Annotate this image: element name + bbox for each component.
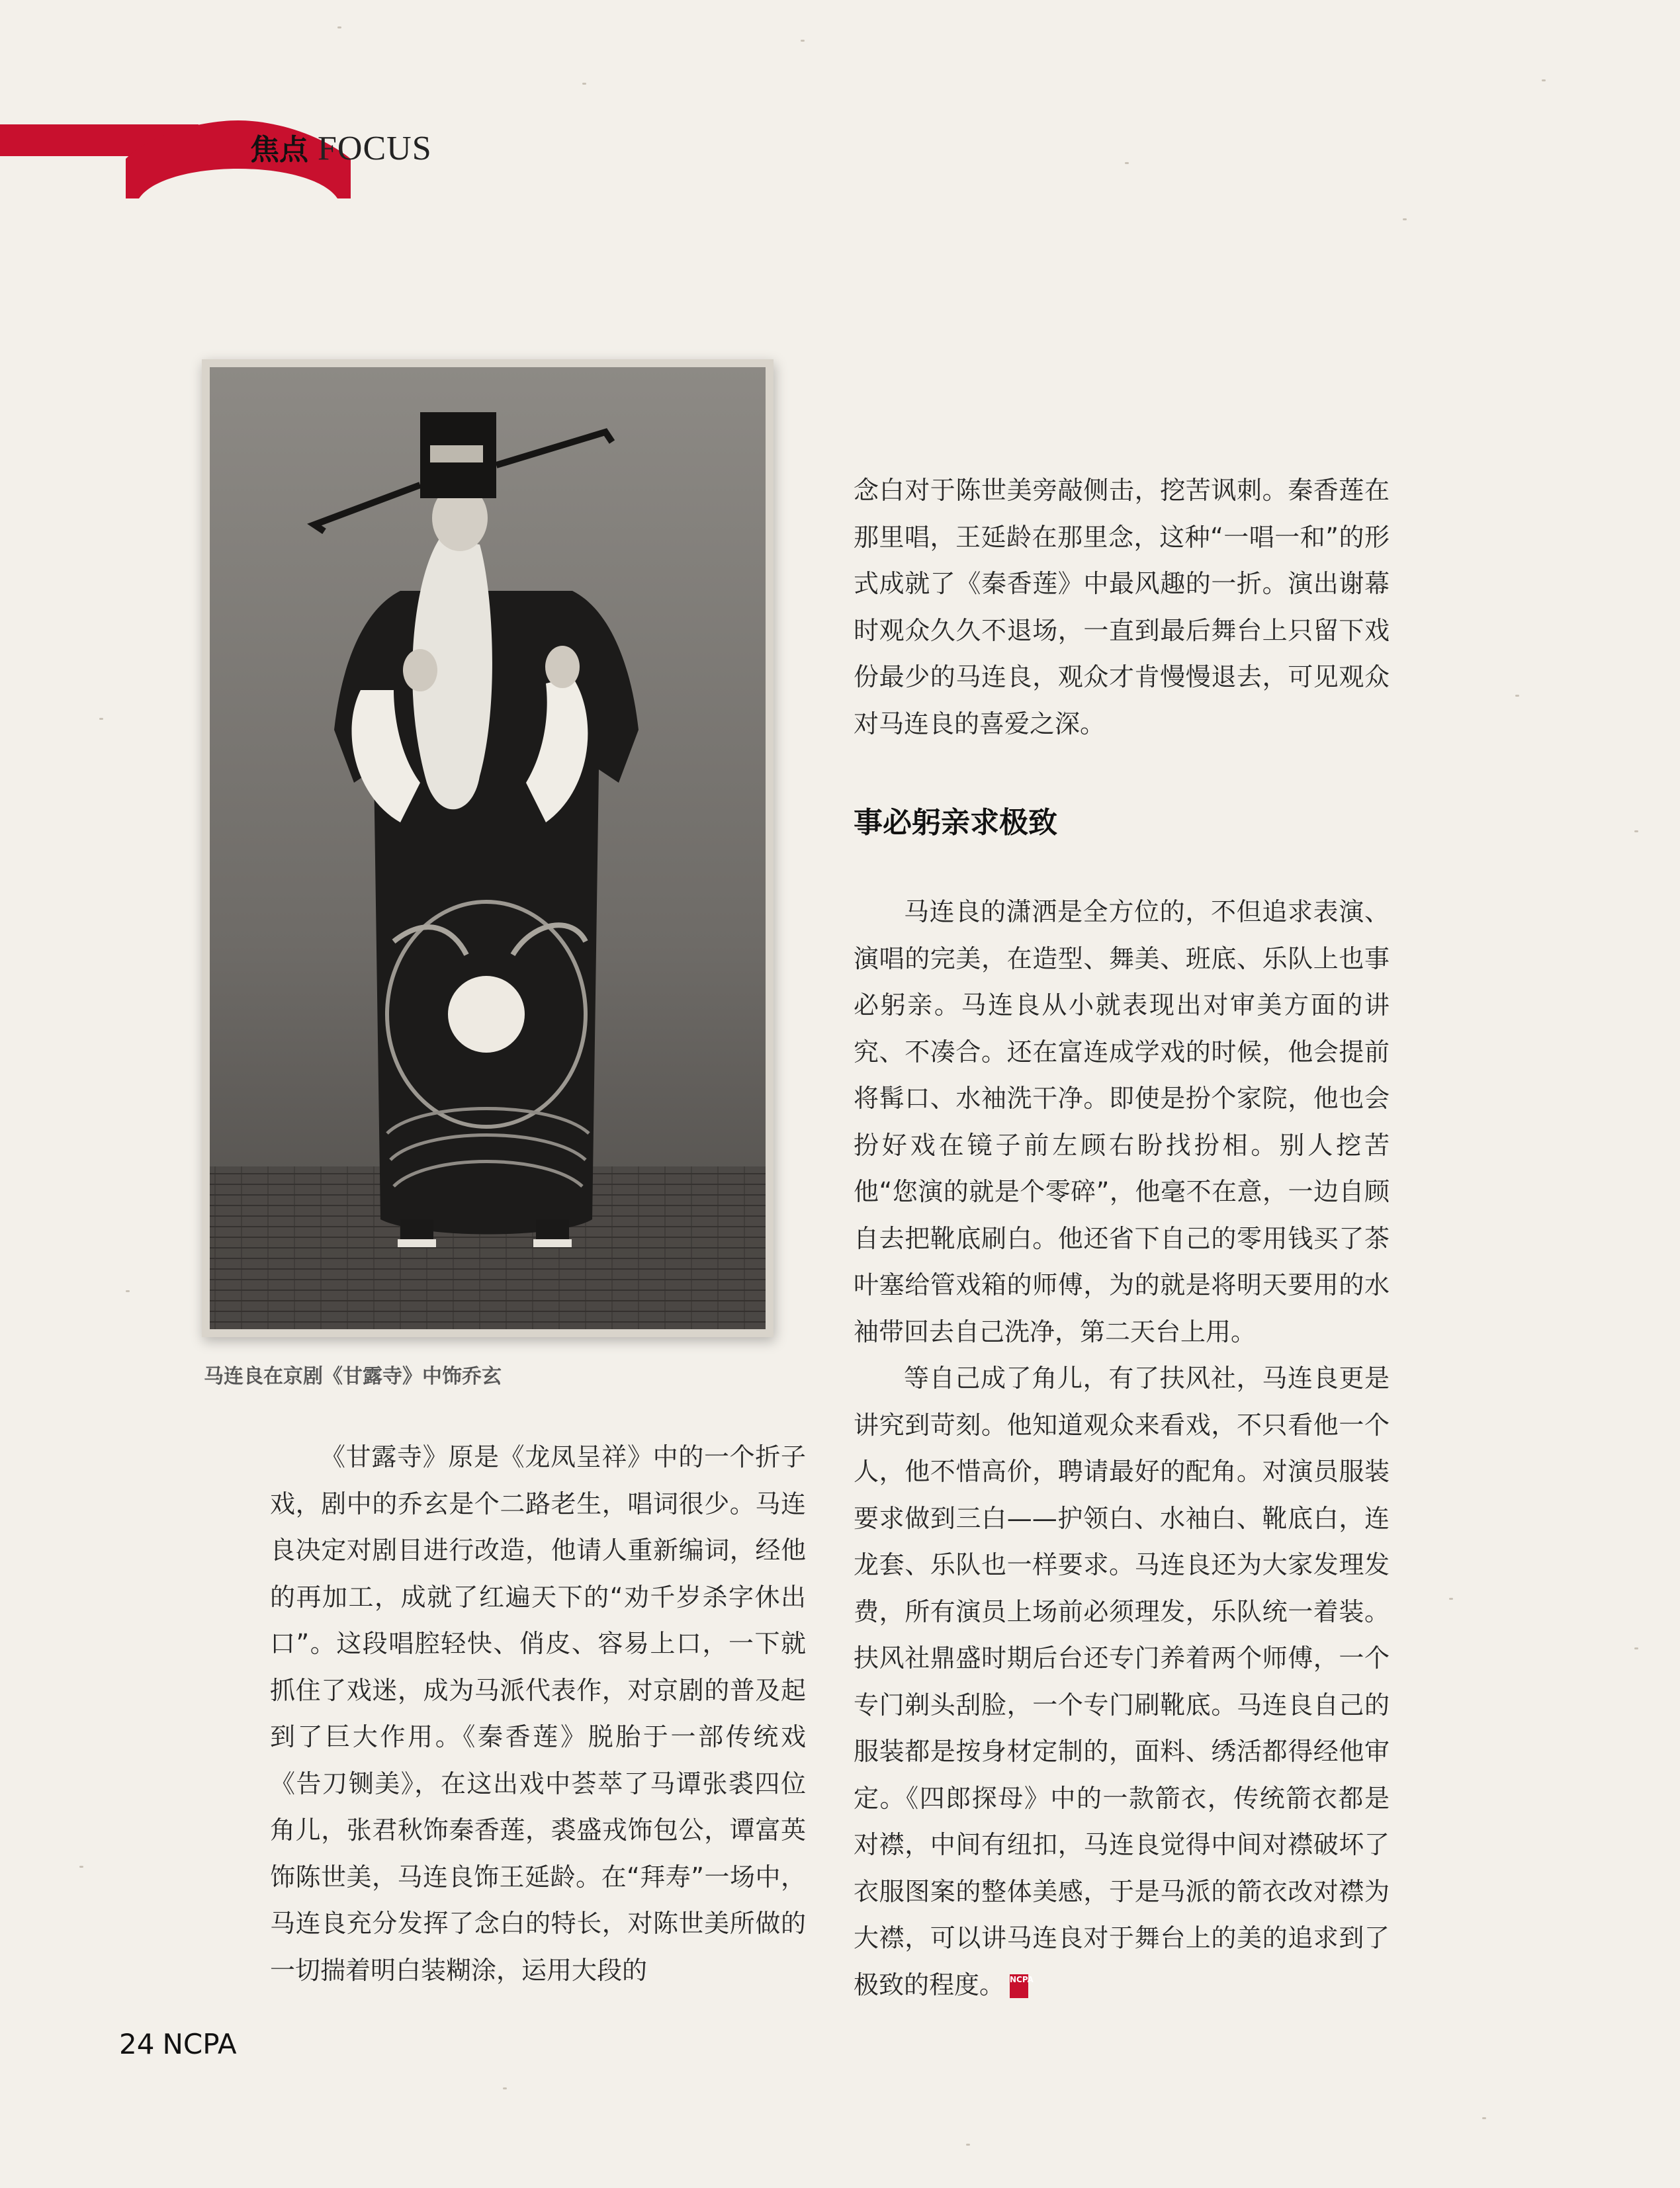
paper-speck: [99, 718, 103, 720]
paper-speck: [79, 1866, 83, 1868]
page-number: 24: [119, 2028, 155, 2060]
section-label-cn: 焦点: [250, 133, 308, 167]
paragraph: 马连良的潇洒是全方位的，不但追求表演、演唱的完美，在造型、舞美、班底、乐队上也事必躬亲。马连良从小就表现出对审美方面的讲究、不凑合。还在富连成学戏的时候，他会提前将髯口、水袖洗干净。即使是扮个家院，他也会扮好戏在镜子前左顾右盼找扮相。别人挖苦他“您演的就是个零碎”，他毫不在意，一边自顾自去把靴底刷白。他还省下自己的零用钱买了茶叶塞给管戏箱的师傅，为的就是将明天要用的水袖带回去自己洗净，第二天台上用。: [854, 897, 1390, 1346]
left-column-text: [270, 1434, 806, 1993]
publication-name: NCPA: [162, 2028, 237, 2060]
paper-speck: [582, 83, 586, 85]
paper-speck: [801, 40, 805, 42]
right-column-text: [854, 889, 1390, 2008]
paper-speck: [1125, 162, 1129, 164]
end-mark-seal: NCPA: [1010, 1974, 1028, 1998]
paper-speck: [1515, 695, 1519, 697]
paper-speck: [1634, 830, 1638, 832]
paper-speck: [337, 26, 341, 28]
paragraph: [854, 1355, 1390, 2008]
section-label-en: FOCUS: [318, 130, 432, 167]
paper-speck: [126, 1290, 130, 1292]
section-heading: 事必躬亲求极致: [854, 806, 1057, 840]
paper-speck: [1403, 218, 1407, 220]
paragraph: 念白对于陈世美旁敲侧击，挖苦讽刺。秦香莲在那里唱，王延龄在那里念，这种“一唱一和”的形式成就了《秦香莲》中最风趣的一折。演出谢幕时观众久久不退场，一直到最后舞台上只留下戏份最少的马连良，观众才肯慢慢退去，可见观众对马连良的喜爱之深。: [854, 476, 1390, 738]
paper-speck: [1449, 1598, 1453, 1600]
right-column-continuation: [854, 467, 1390, 747]
photo-caption: 马连良在京剧《甘露寺》中饰乔玄: [204, 1365, 502, 1388]
paragraph: 《甘露寺》原是《龙凤呈祥》中的一个折子戏，剧中的乔玄是个二路老生，唱词很少。马连良决定对剧目进行改造，他请人重新编词，经他的再加工，成就了红遍天下的“劝千岁杀字休出口”。这段唱腔轻快、俏皮、容易上口，一下就抓住了戏迷，成为马派代表作，对京剧的普及起到了巨大作用。《秦香莲》脱胎于一部传统戏《告刀铡美》，在这出戏中荟萃了马谭张裘四位角儿，张君秋饰秦香莲，裘盛戎饰包公，谭富英饰陈世美，马连良饰王延龄。在“拜寿”一场中，马连良充分发挥了念白的特长，对陈世美所做的一切揣着明白装糊涂，运用大段的: [270, 1442, 806, 1985]
opera-photo: [202, 359, 774, 1337]
page-folio: [119, 2028, 237, 2060]
paper-speck: [1482, 2117, 1486, 2119]
paper-speck: [1542, 79, 1546, 81]
paragraph-text: 等自己成了角儿，有了扶风社，马连良更是讲究到苛刻。他知道观众来看戏，不只看他一个人，他不惜高价，聘请最好的配角。对演员服装要求做到三白——护领白、水袖白、靴底白，连龙套、乐队也一样要求。马连良还为大家发理发费，所有演员上场前必须理发，乐队统一着装。扶风社鼎盛时期后台还专门养着两个师傅，一个专门剃头刮脸，一个专门刷靴底。马连良自己的服装都是按身材定制的，面料、绣活都得经他审定。《四郎探母》中的一款箭衣，传统箭衣都是对襟，中间有纽扣，马连良觉得中间对襟破坏了衣服图案的整体美感，于是马派的箭衣改对襟为大襟，可以讲马连良对于舞台上的美的追求到了极致的程度。: [854, 1364, 1390, 1999]
header-section-title: [250, 126, 432, 168]
paper-speck: [503, 2087, 507, 2089]
paper-speck: [966, 2144, 970, 2146]
paper-speck: [1634, 1647, 1638, 1649]
